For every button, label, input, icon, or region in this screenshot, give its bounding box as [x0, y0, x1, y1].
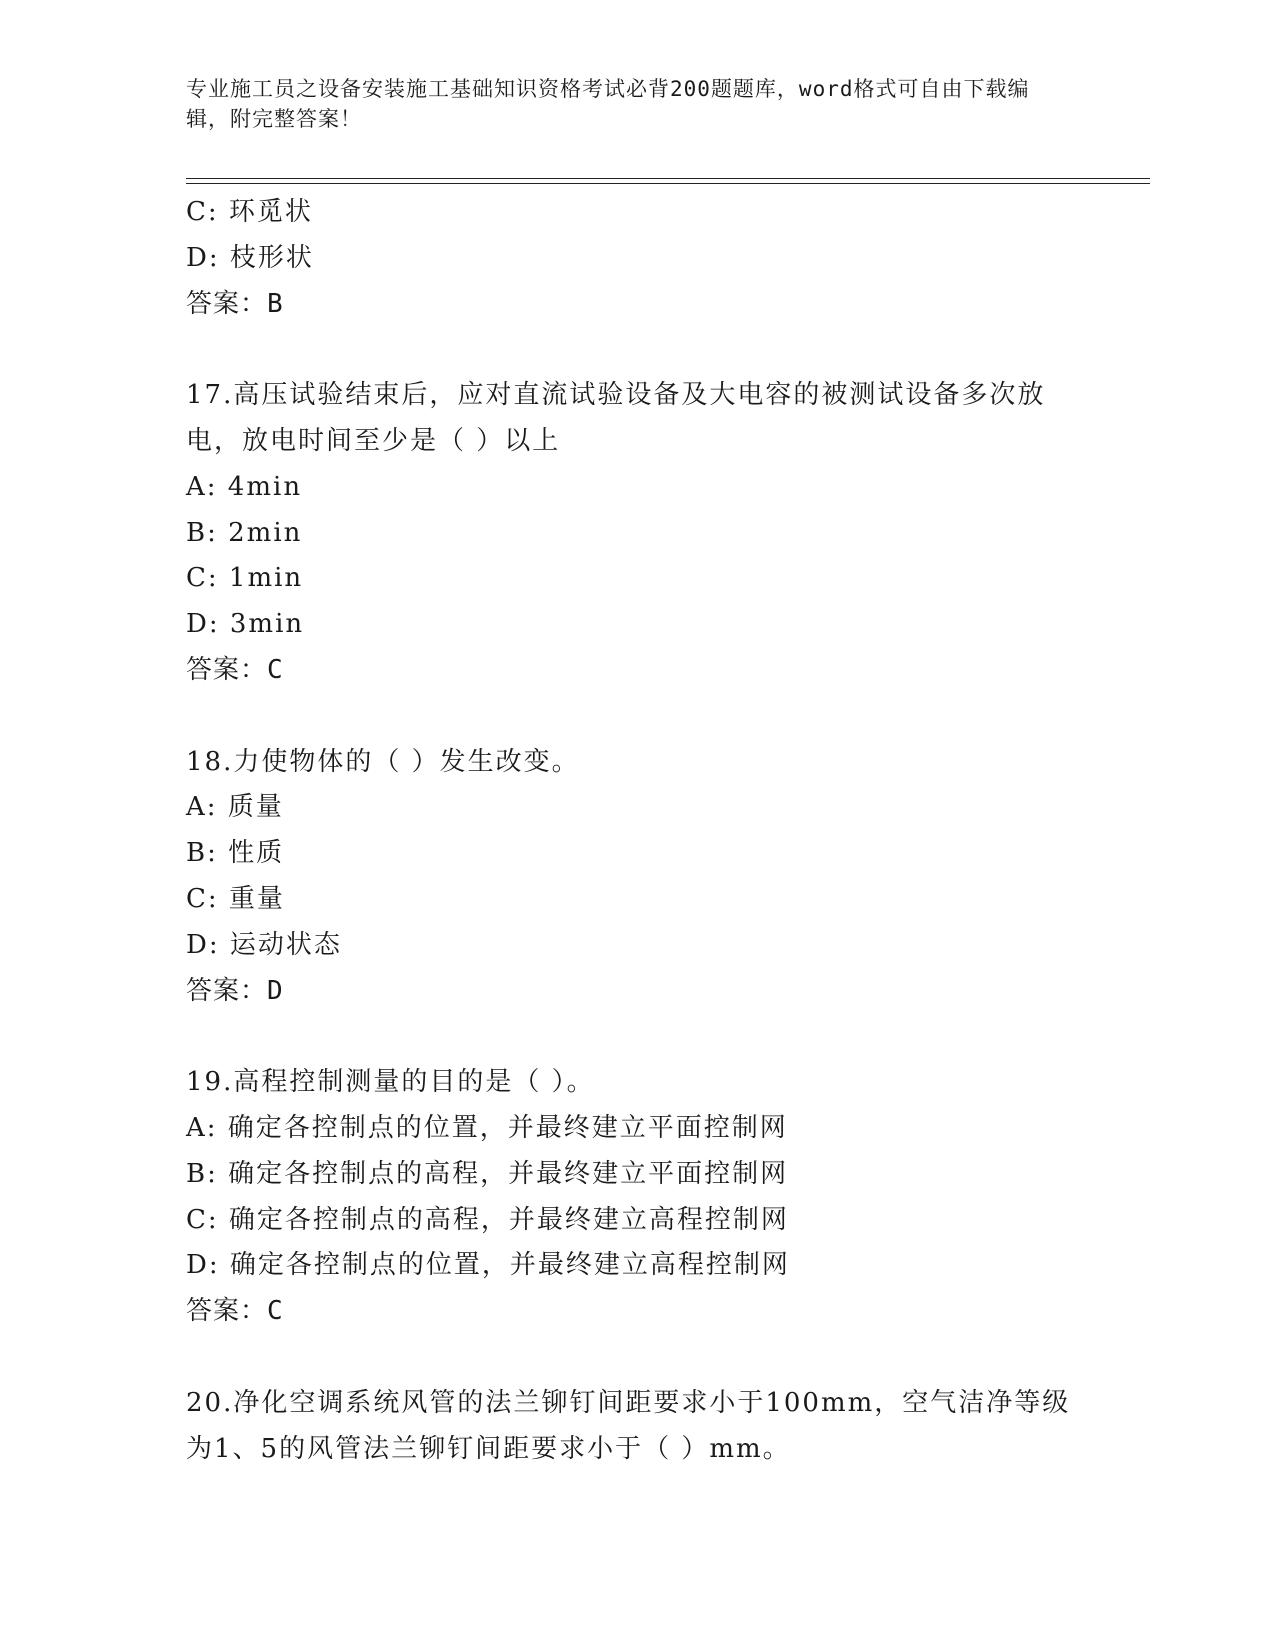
option-line: D: 运动状态 — [186, 929, 342, 960]
option-line: D: 3min — [186, 609, 305, 640]
question-stem: 18.力使物体的（ ）发生改变。 — [186, 746, 580, 777]
spacer — [186, 327, 1086, 373]
option-line: C: 环觅状 — [186, 197, 313, 227]
header-rule-top — [186, 178, 1150, 179]
question-stem: 20.净化空调系统风管的法兰铆钉间距要求小于100mm，空气洁净等级 — [186, 1387, 1071, 1418]
header-rule-bottom — [186, 183, 1150, 184]
document-header: 专业施工员之设备安装施工基础知识资格考试必背200题题库，word格式可自由下载编辑，附完整答案！ — [186, 77, 1030, 131]
option-line: C: 重量 — [186, 883, 285, 914]
option-line: A: 质量 — [186, 792, 284, 823]
answer-line: 答案：D — [186, 975, 284, 1006]
option-line: B: 确定各控制点的高程，并最终建立平面控制网 — [186, 1158, 789, 1189]
spacer — [186, 1335, 1086, 1381]
question-stem: 17.高压试验结束后，应对直流试验设备及大电容的被测试设备多次放 — [186, 380, 1046, 411]
option-line: A: 确定各控制点的位置，并最终建立平面控制网 — [186, 1112, 788, 1143]
option-line: C: 确定各控制点的高程，并最终建立高程控制网 — [186, 1204, 789, 1235]
option-line: B: 性质 — [186, 838, 285, 869]
option-line: D: 确定各控制点的位置，并最终建立高程控制网 — [186, 1250, 790, 1281]
question-stem: 为1、5的风管法兰铆钉间距要求小于（ ）mm。 — [186, 1433, 791, 1464]
question-list — [186, 190, 1086, 1472]
question-stem: 19.高程控制测量的目的是（ ）。 — [186, 1067, 595, 1098]
answer-line: 答案：B — [186, 288, 284, 319]
option-line: C: 1min — [186, 563, 304, 594]
option-line: B: 2min — [186, 517, 303, 548]
answer-line: 答案：C — [186, 1296, 284, 1327]
spacer — [186, 694, 1086, 740]
question-stem: 电，放电时间至少是（ ）以上 — [186, 425, 561, 456]
answer-line: 答案：C — [186, 654, 284, 685]
option-line: D: 枝形状 — [186, 242, 314, 273]
spacer — [186, 1014, 1086, 1060]
option-line: A: 4min — [186, 471, 303, 502]
